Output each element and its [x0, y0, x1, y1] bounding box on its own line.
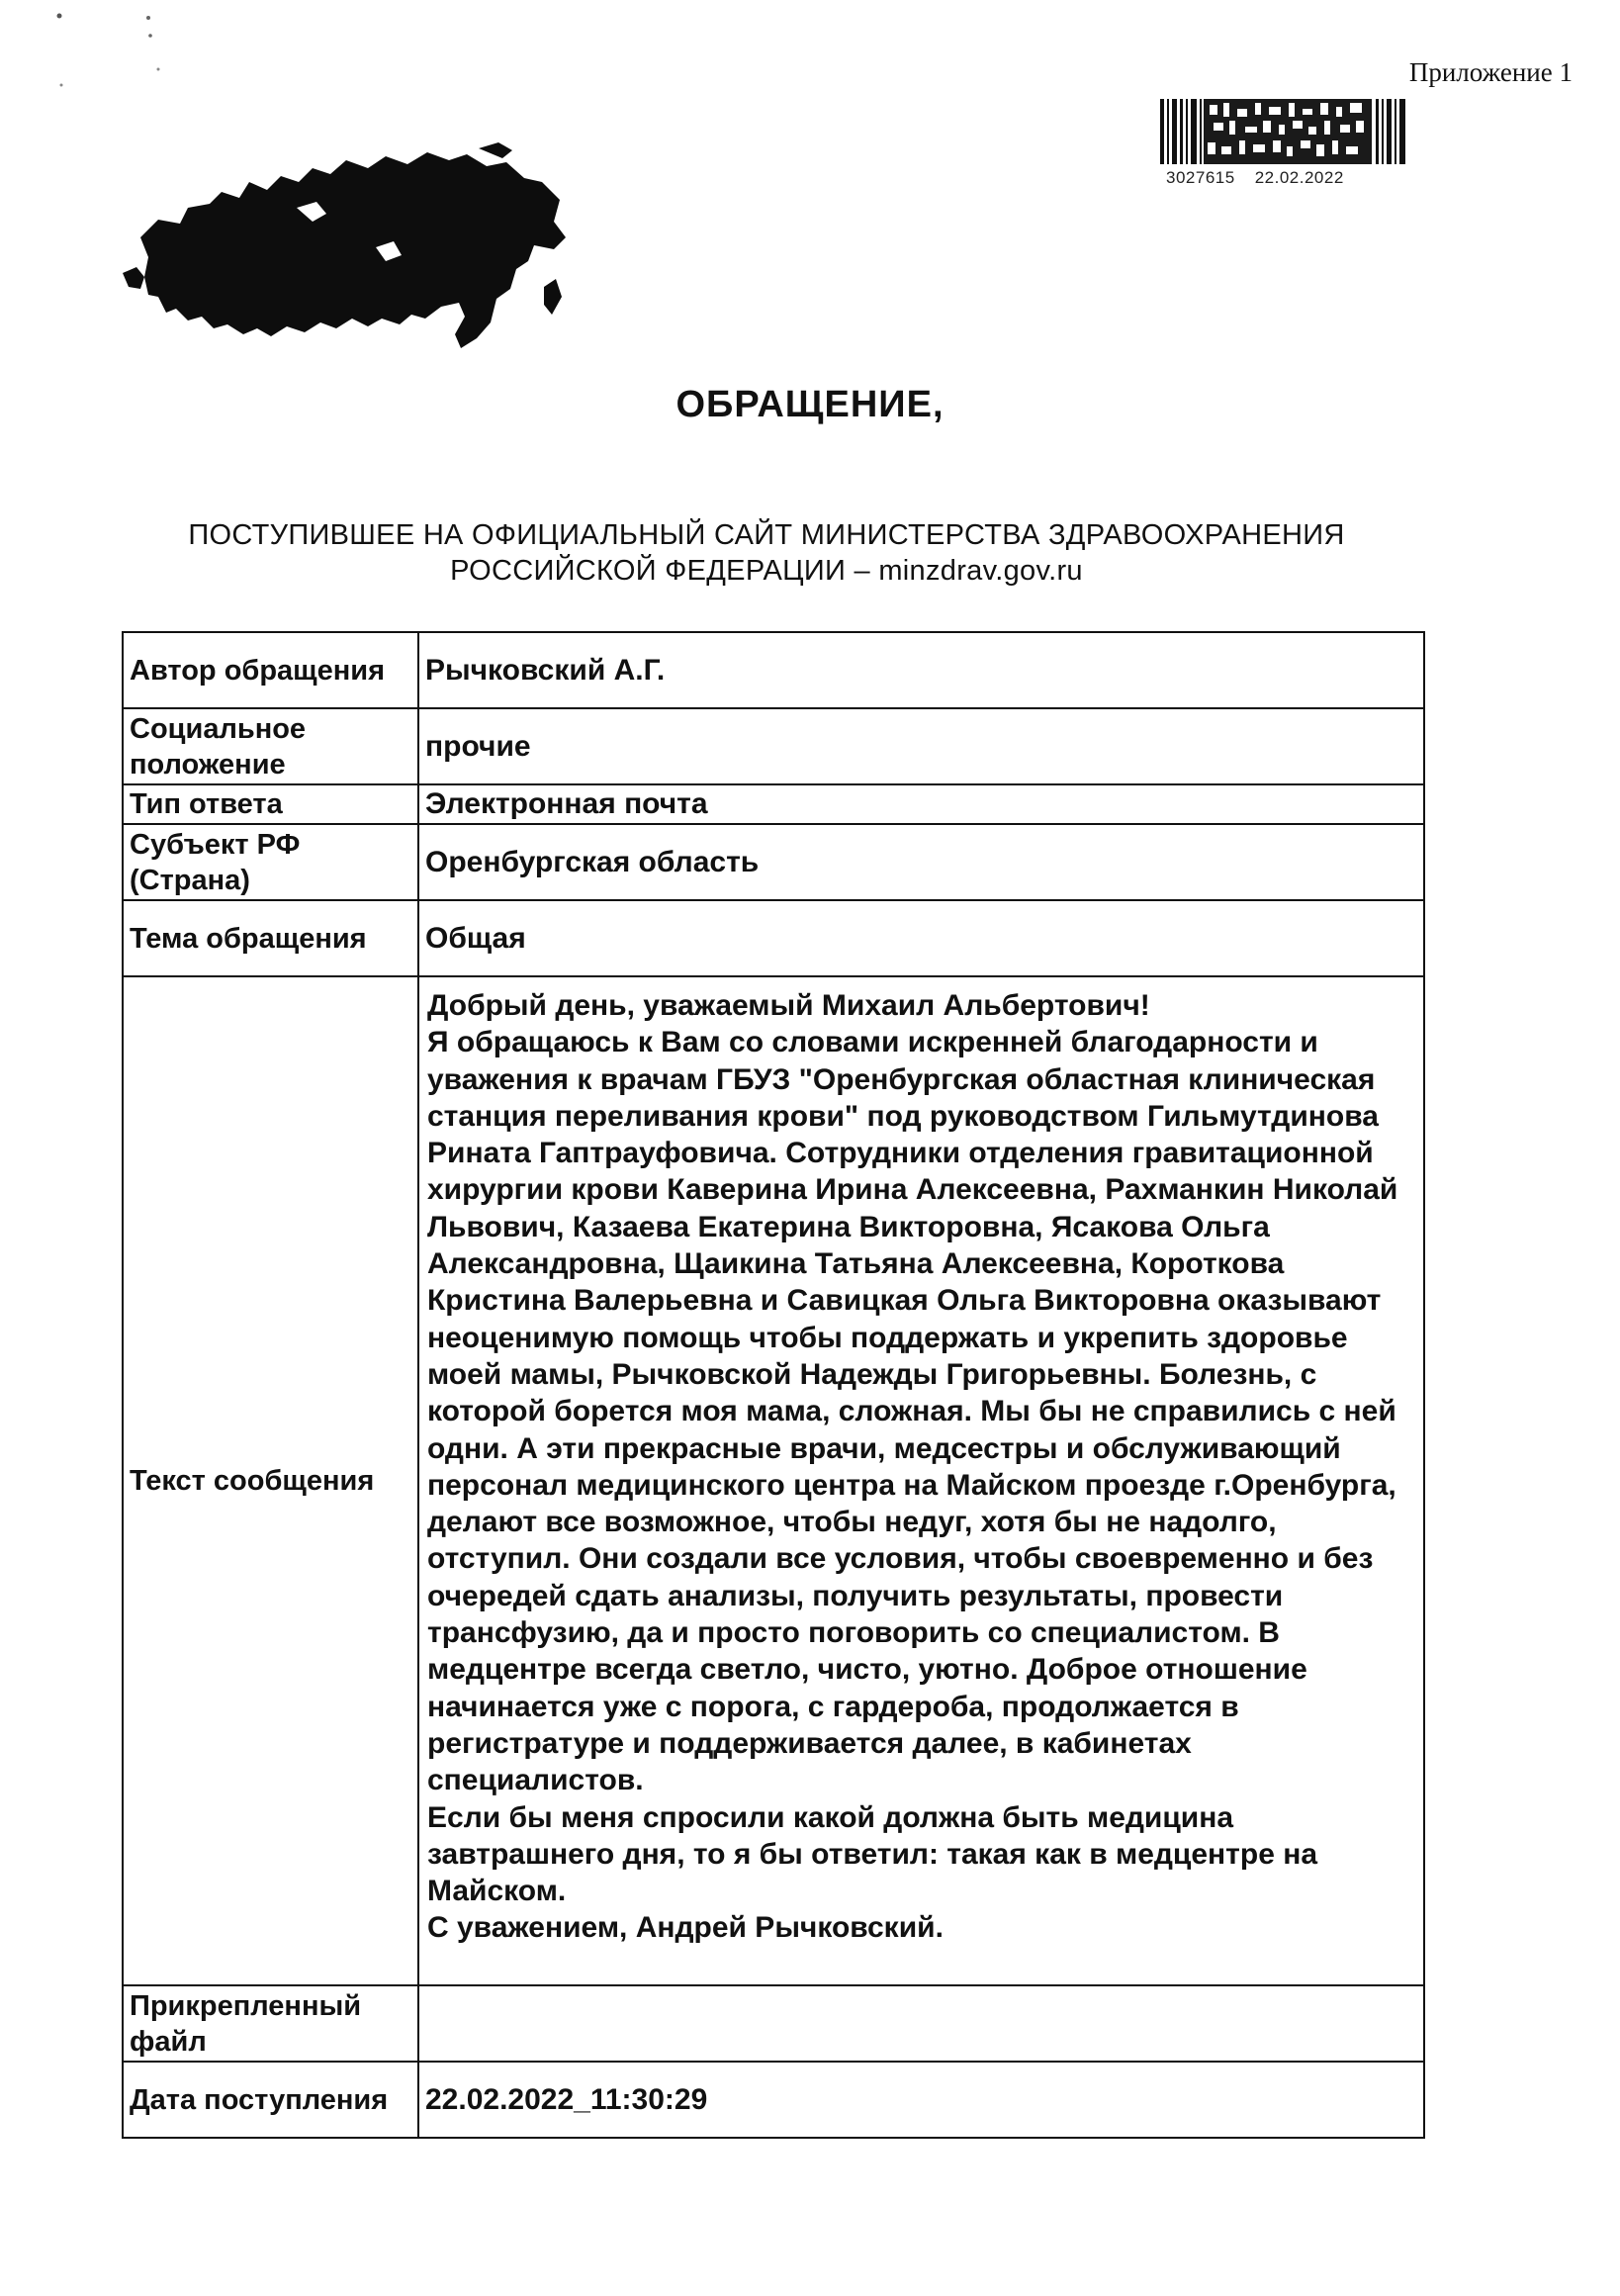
message-paragraph: Если бы меня спросили какой должна быть медицина завтрашнего дня, то я бы ответил: такая как в медцентре на Майском. — [427, 1800, 1318, 1908]
message-label: Текст сообщения — [123, 976, 418, 1985]
russia-map-logo — [119, 138, 574, 368]
subject-value: Оренбургская область — [418, 824, 1424, 900]
attachment-label: Прикрепленный файл — [123, 1985, 418, 2062]
message-paragraph: С уважением, Андрей Рычковский. — [427, 1911, 944, 1945]
scan-specks — [40, 0, 178, 109]
row-social — [123, 708, 1424, 784]
barcode-date: 22.02.2022 — [1254, 168, 1344, 187]
document-title: ОБРАЩЕНИЕ, — [675, 384, 945, 425]
row-subject — [123, 824, 1424, 900]
barcode-image — [1160, 99, 1405, 164]
document-subtitle — [109, 517, 1424, 589]
barcode-number: 3027615 — [1166, 168, 1235, 187]
attachment-value — [418, 1985, 1424, 2062]
social-value: прочие — [418, 708, 1424, 784]
author-value: Рычковский А.Г. — [418, 632, 1424, 708]
reply-type-value: Электронная почта — [418, 784, 1424, 824]
author-label: Автор обращения — [123, 632, 418, 708]
message-paragraph: Добрый день, уважаемый Михаил Альбертович! — [427, 989, 1150, 1022]
subtitle-line-1: ПОСТУПИВШЕЕ НА ОФИЦИАЛЬНЫЙ САЙТ МИНИСТЕРСТВА ЗДРАВООХРАНЕНИЯ — [188, 519, 1345, 551]
appendix-label: Приложение 1 — [1408, 57, 1573, 87]
received-label: Дата поступления — [123, 2062, 418, 2138]
reply-type-label: Тип ответа — [123, 784, 418, 824]
topic-label: Тема обращения — [123, 900, 418, 976]
row-reply-type — [123, 784, 1424, 824]
row-message — [123, 976, 1424, 1985]
message-value — [418, 976, 1424, 1985]
appeal-form-table — [122, 631, 1425, 2139]
row-topic — [123, 900, 1424, 976]
subtitle-line-2: РОССИЙСКОЙ ФЕДЕРАЦИИ – minzdrav.gov.ru — [450, 555, 1083, 587]
row-attachment — [123, 1985, 1424, 2062]
social-label: Социальное положение — [123, 708, 418, 784]
received-value: 22.02.2022_11:30:29 — [418, 2062, 1424, 2138]
message-paragraph: Я обращаюсь к Вам со словами искренней благодарности и уважения к врачам ГБУЗ "Оренбургская областная клиническая станция переливания крови" под руководством Гильмутдинова Рината Гаптрауфовича. Сотрудники отделения гравитационной хирургии крови Каверина Ирина Алексеевна, Рахманкин Николай Львович, Казаева Екатерина Викторовна, Ясакова Ольга Александровна, Щаикина Татьяна Алексеевна, Короткова Кристина Валерьевна и Савицкая Ольга Викторовна оказывают неоценимую помощь чтобы поддержать и укрепить здоровье моей мамы, Рычковской Надежды Григорьевны. Болезнь, с которой борется моя мама, сложная. Мы бы не справились с ней одни. А эти прекрасные врачи, медсестры и обслуживающий персонал медицинского центра на Майском проезде г.Оренбурга, делают все возможное, чтобы недуг, хотя бы не надолго, отступил. Они создали все условия, чтобы своевременно и без очередей сдать анализы, получить результаты, провести трансфузию, да и просто поговорить со специалистом. В медцентре всегда светло, чисто, уютно. Доброе отношение начинается уже с порога, с гардероба, продолжается в регистратуре и поддерживается далее, в кабинетах специалистов. — [427, 1026, 1398, 1797]
barcode — [1160, 99, 1407, 188]
message-text — [425, 977, 1417, 1951]
row-received — [123, 2062, 1424, 2138]
topic-value: Общая — [418, 900, 1424, 976]
subject-label: Субъект РФ (Страна) — [123, 824, 418, 900]
row-author — [123, 632, 1424, 708]
